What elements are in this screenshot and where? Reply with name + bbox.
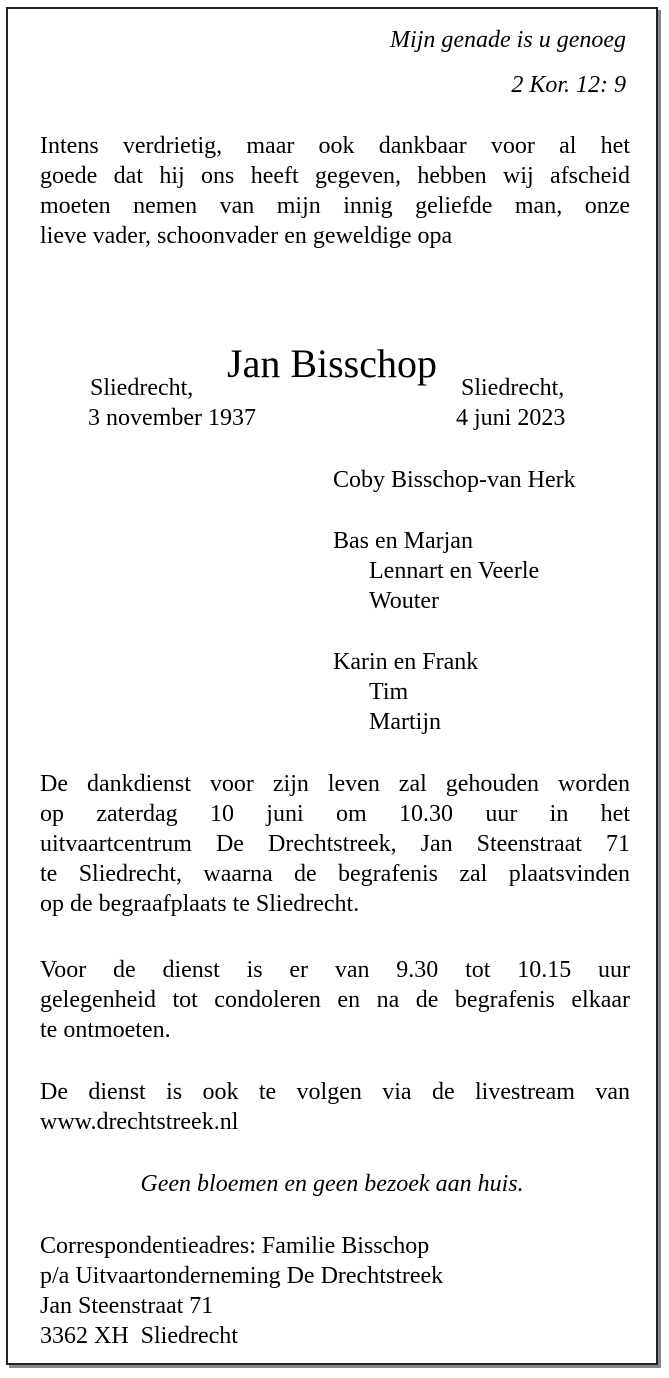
condolence-line: te ontmoeten. — [40, 1017, 171, 1043]
correspondence-line: p/a Uitvaartonderneming De Drechtstreek — [40, 1263, 444, 1289]
grandchild: Wouter — [369, 588, 440, 614]
condolence-line: Voor de dienst is er van 9.30 tot 10.15 uur — [40, 957, 630, 983]
correspondence-line: Jan Steenstraat 71 — [40, 1293, 214, 1319]
grandchildren: Lennart en Veerle — [369, 558, 540, 584]
condolence-line: gelegenheid tot condoleren en na de begrafenis elkaar — [40, 987, 630, 1013]
spouse-name: Coby Bisschop-van Herk — [333, 467, 576, 493]
bible-verse: 2 Kor. 12: 9 — [511, 72, 626, 98]
correspondence-line: Correspondentieadres: Familie Bisschop — [40, 1233, 430, 1259]
service-paragraph — [40, 769, 630, 919]
service-line: De dankdienst voor zijn leven zal gehouden worden — [40, 771, 630, 797]
intro-line: Intens verdrietig, maar ook dankbaar voor al het — [40, 133, 630, 159]
grandchild: Martijn — [369, 709, 441, 735]
service-line: te Sliedrecht, waarna de begrafenis zal plaatsvinden — [40, 861, 630, 887]
death-place: Sliedrecht, — [461, 375, 565, 401]
livestream-paragraph — [40, 1077, 630, 1137]
correspondence-line: 3362 XH Sliedrecht — [40, 1323, 238, 1349]
livestream-link[interactable]: www.drechtstreek.nl — [40, 1109, 239, 1135]
motto-text: Mijn genade is u genoeg — [390, 27, 626, 53]
birth-date: 3 november 1937 — [88, 405, 256, 431]
deceased-name: Jan Bisschop — [227, 341, 437, 386]
death-notice-card — [6, 7, 658, 1365]
intro-line: goede dat hij ons heeft gegeven, hebben wij afscheid — [40, 163, 630, 189]
intro-paragraph — [40, 131, 630, 251]
service-line: uitvaartcentrum De Drechtstreek, Jan Steenstraat 71 — [40, 831, 630, 857]
family-couple: Karin en Frank — [333, 649, 479, 675]
livestream-line: De dienst is ook te volgen via de livestream van — [40, 1079, 630, 1105]
service-line: op zaterdag 10 juni om 10.30 uur in het — [40, 801, 630, 827]
birth-place: Sliedrecht, — [90, 375, 194, 401]
condolence-paragraph — [40, 955, 630, 1045]
death-date: 4 juni 2023 — [456, 405, 566, 431]
intro-line: lieve vader, schoonvader en geweldige opa — [40, 223, 453, 249]
no-flowers-notice: Geen bloemen en geen bezoek aan huis. — [140, 1171, 524, 1197]
intro-line: moeten nemen van mijn innig geliefde man, onze — [40, 193, 630, 219]
grandchild: Tim — [369, 679, 409, 705]
family-couple: Bas en Marjan — [333, 528, 473, 554]
service-line: op de begraafplaats te Sliedrecht. — [40, 891, 360, 917]
